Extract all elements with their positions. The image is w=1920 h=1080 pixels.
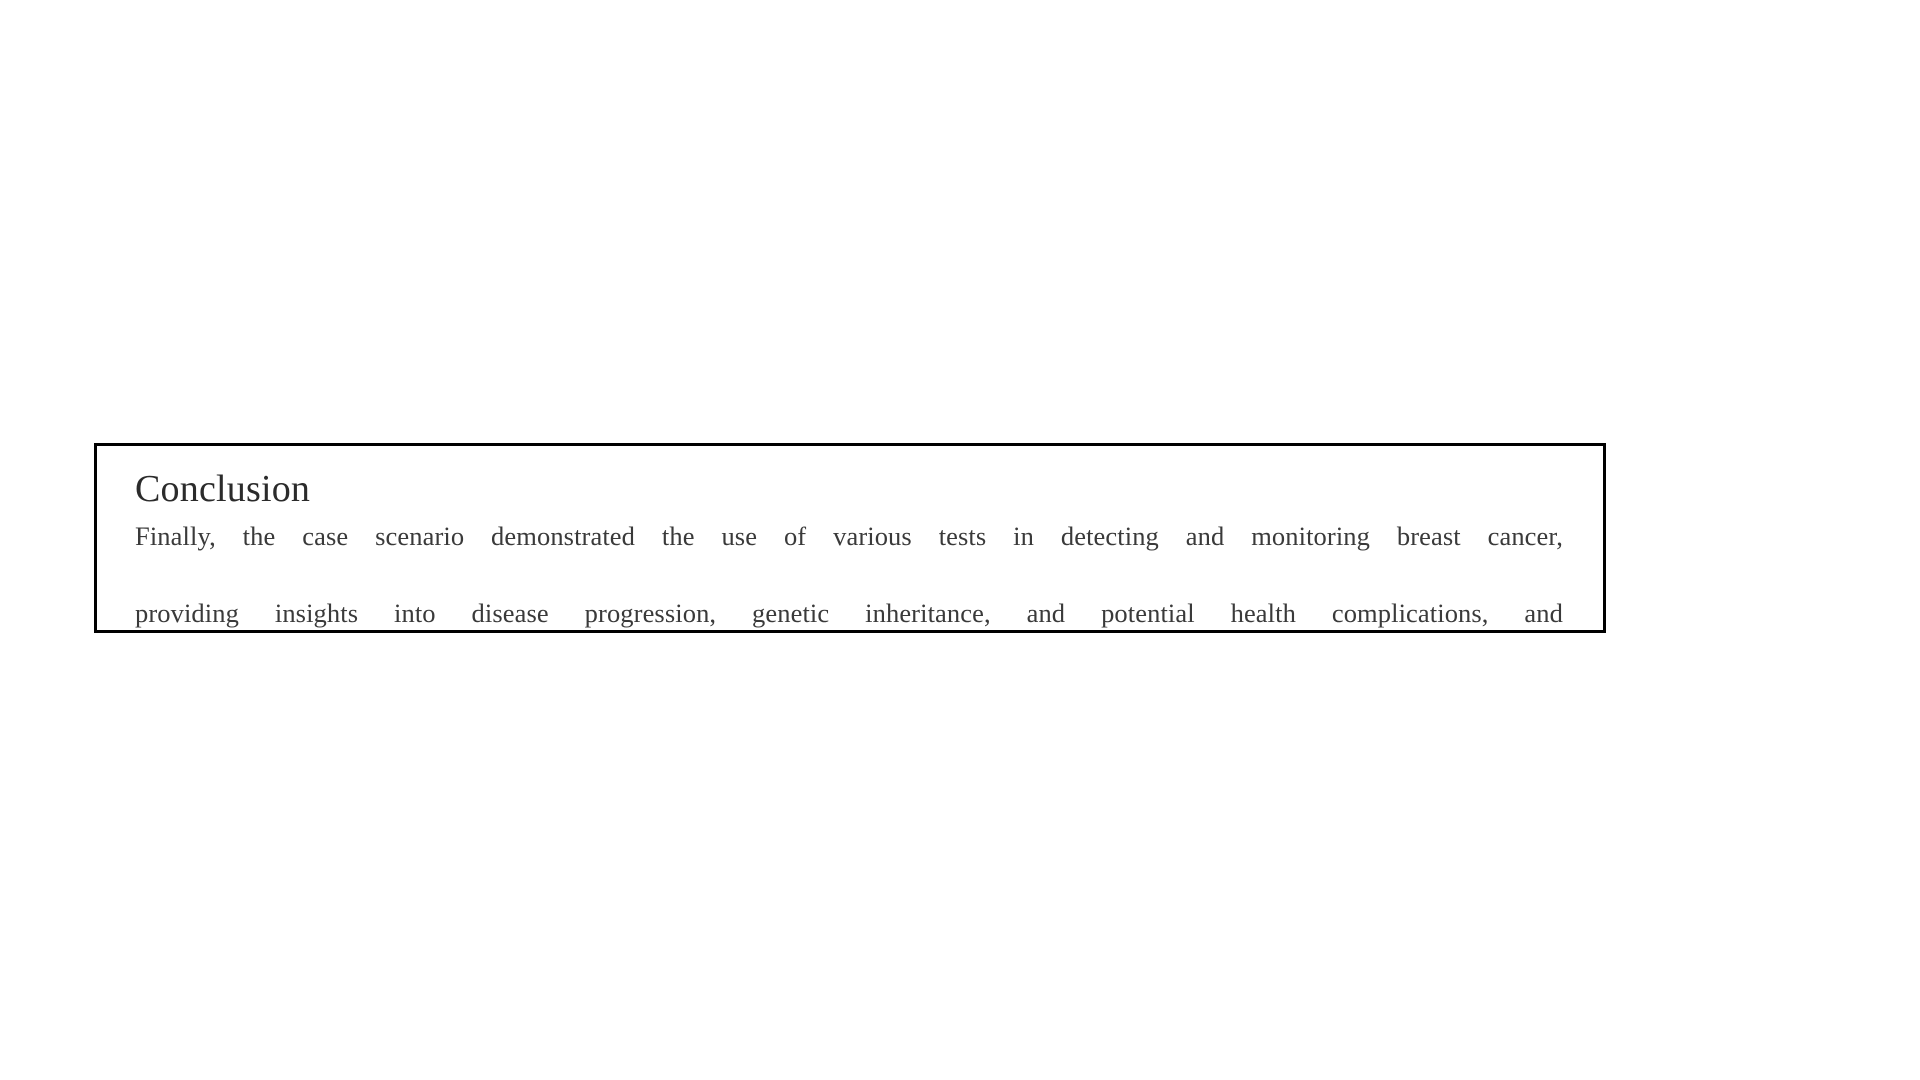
excerpt-highlight-box xyxy=(94,443,1606,633)
excerpt-paragraph-line-1: Finally, the case scenario demonstrated the use of various tests in detecting and monitoring breast cancer, xyxy=(135,520,1563,551)
section-heading-conclusion: Conclusion xyxy=(135,468,311,510)
excerpt-paragraph xyxy=(135,517,1563,672)
excerpt-content xyxy=(97,446,1603,671)
excerpt-paragraph-line-2: providing insights into disease progression, genetic inheritance, and potential health complications, and xyxy=(135,597,1563,628)
